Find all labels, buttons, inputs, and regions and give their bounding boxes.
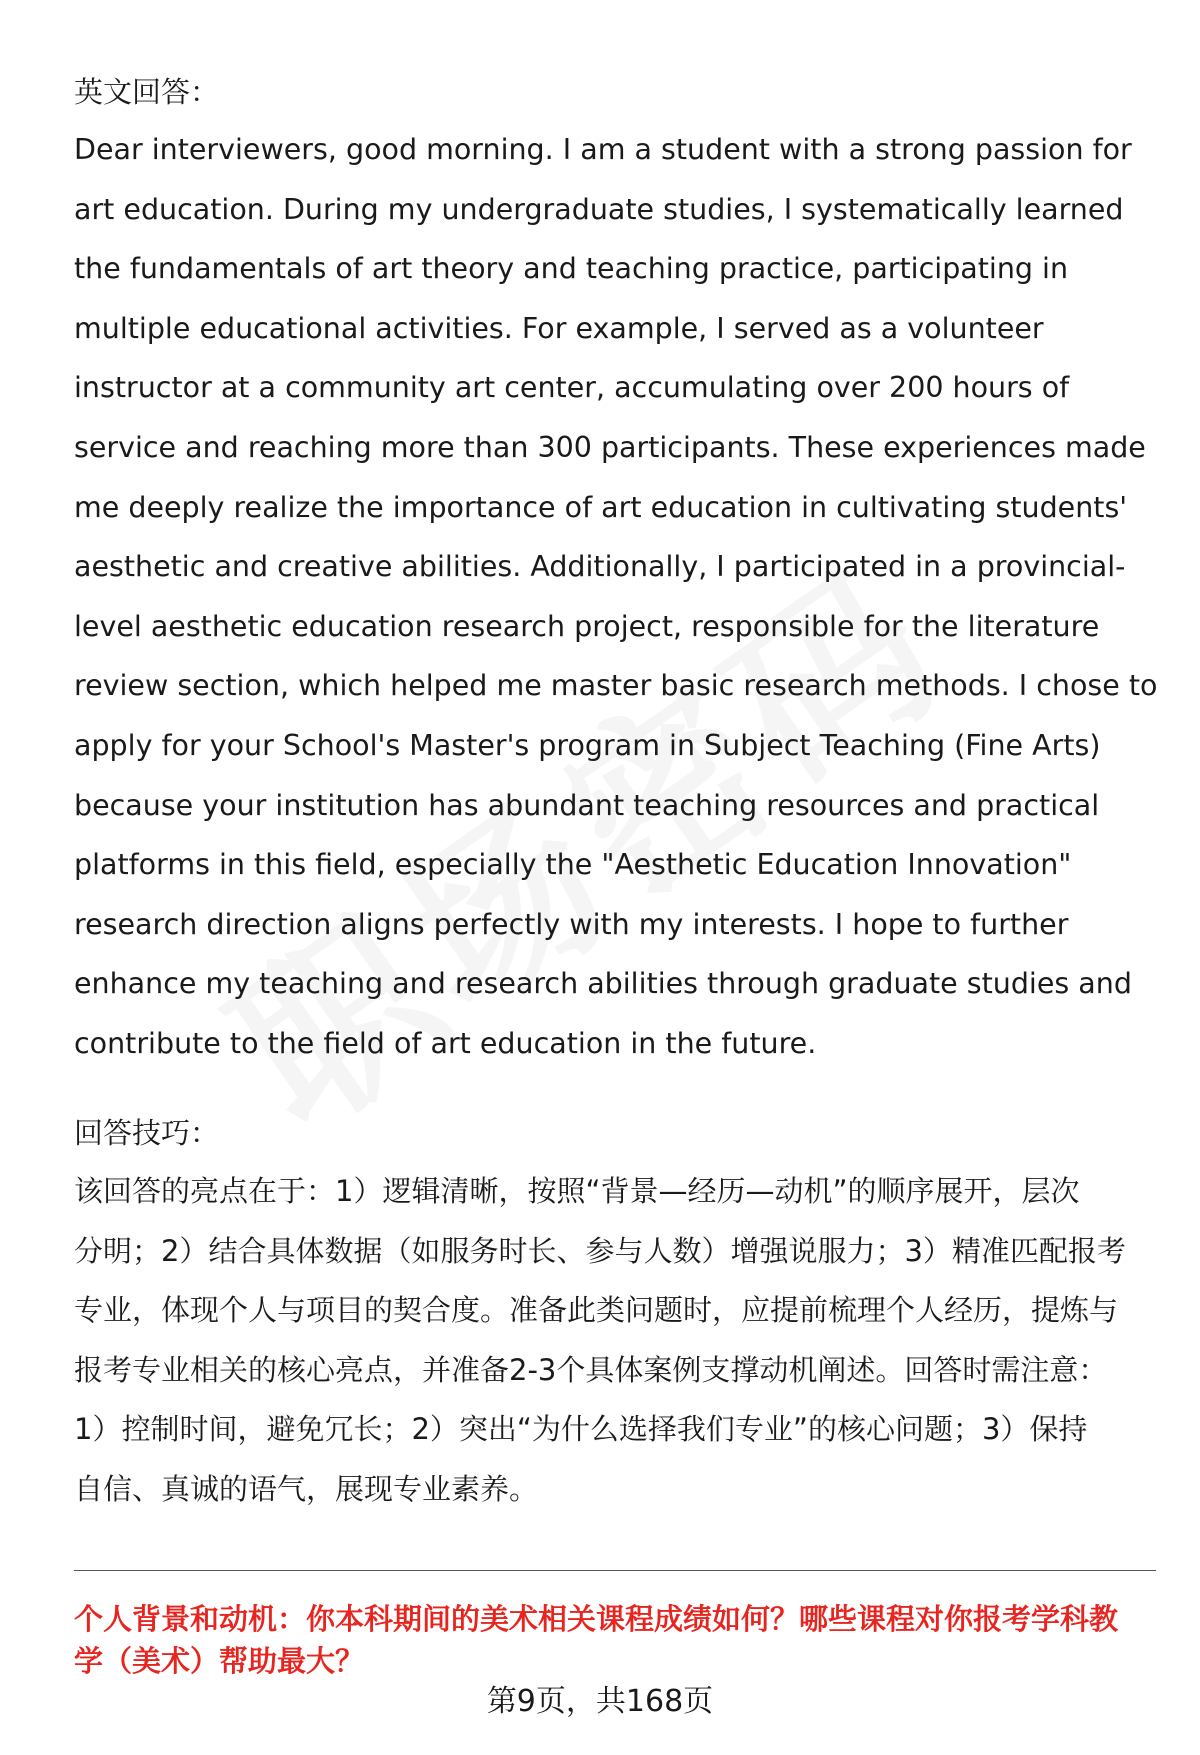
english-answer-label: 英文回答： — [74, 75, 220, 109]
page-number: 第9页，共168页 — [486, 1684, 714, 1719]
answer-line: me deeply realize the importance of art education in cultivating students' — [74, 490, 1128, 524]
english-answer-body — [74, 120, 1158, 1074]
answer-line: the fundamentals of art theory and teaching practice, participating in — [74, 252, 1069, 286]
tips-line: 自信、真诚的语气，展现专业素养。 — [74, 1471, 539, 1506]
answer-line: enhance my teaching and research abilities through graduate studies and — [74, 967, 1132, 1001]
tips-line: 报考专业相关的核心亮点，并准备2-3个具体案例支撑动机阐述。回答时需注意： — [74, 1352, 1108, 1387]
section-divider — [74, 1570, 1156, 1571]
question-line: 学（美术）帮助最大？ — [74, 1644, 365, 1678]
answer-tips-label: 回答技巧： — [74, 1116, 220, 1150]
answer-line: research direction aligns perfectly with my interests. I hope to further — [74, 907, 1069, 941]
answer-line: service and reaching more than 300 participants. These experiences made — [74, 430, 1146, 464]
answer-tips-body — [74, 1162, 1154, 1519]
tips-line: 分明；2）结合具体数据（如服务时长、参与人数）增强说服力；3）精准匹配报考 — [74, 1233, 1126, 1268]
tips-line: 1）控制时间，避免冗长；2）突出“为什么选择我们专业”的核心问题；3）保持 — [74, 1412, 1088, 1446]
answer-line: aesthetic and creative abilities. Additionally, I participated in a provincial- — [74, 550, 1126, 584]
answer-line: apply for your School's Master's program in Subject Teaching (Fine Arts) — [74, 728, 1101, 762]
next-question-heading — [74, 1598, 1159, 1682]
answer-line: level aesthetic education research project, responsible for the literature — [74, 609, 1100, 643]
answer-line: because your institution has abundant teaching resources and practical — [74, 788, 1100, 822]
answer-line: platforms in this field, especially the "Aesthetic Education Innovation" — [74, 848, 1072, 882]
question-line: 个人背景和动机：你本科期间的美术相关课程成绩如何？哪些课程对你报考学科教 — [74, 1602, 1119, 1636]
answer-line: Dear interviewers, good morning. I am a student with a strong passion for — [74, 133, 1132, 166]
answer-line: multiple educational activities. For example, I served as a volunteer — [74, 311, 1044, 345]
answer-line: instructor at a community art center, accumulating over 200 hours of — [74, 371, 1070, 405]
answer-line: art education. During my undergraduate studies, I systematically learned — [74, 192, 1124, 226]
tips-line: 专业，体现个人与项目的契合度。准备此类问题时，应提前梳理个人经历，提炼与 — [74, 1293, 1119, 1327]
answer-line: contribute to the field of art education in the future. — [74, 1026, 817, 1060]
answer-line: review section, which helped me master basic research methods. I chose to — [74, 669, 1158, 703]
tips-line: 该回答的亮点在于：1）逻辑清晰，按照“背景—经历—动机”的顺序展开，层次 — [74, 1174, 1080, 1208]
